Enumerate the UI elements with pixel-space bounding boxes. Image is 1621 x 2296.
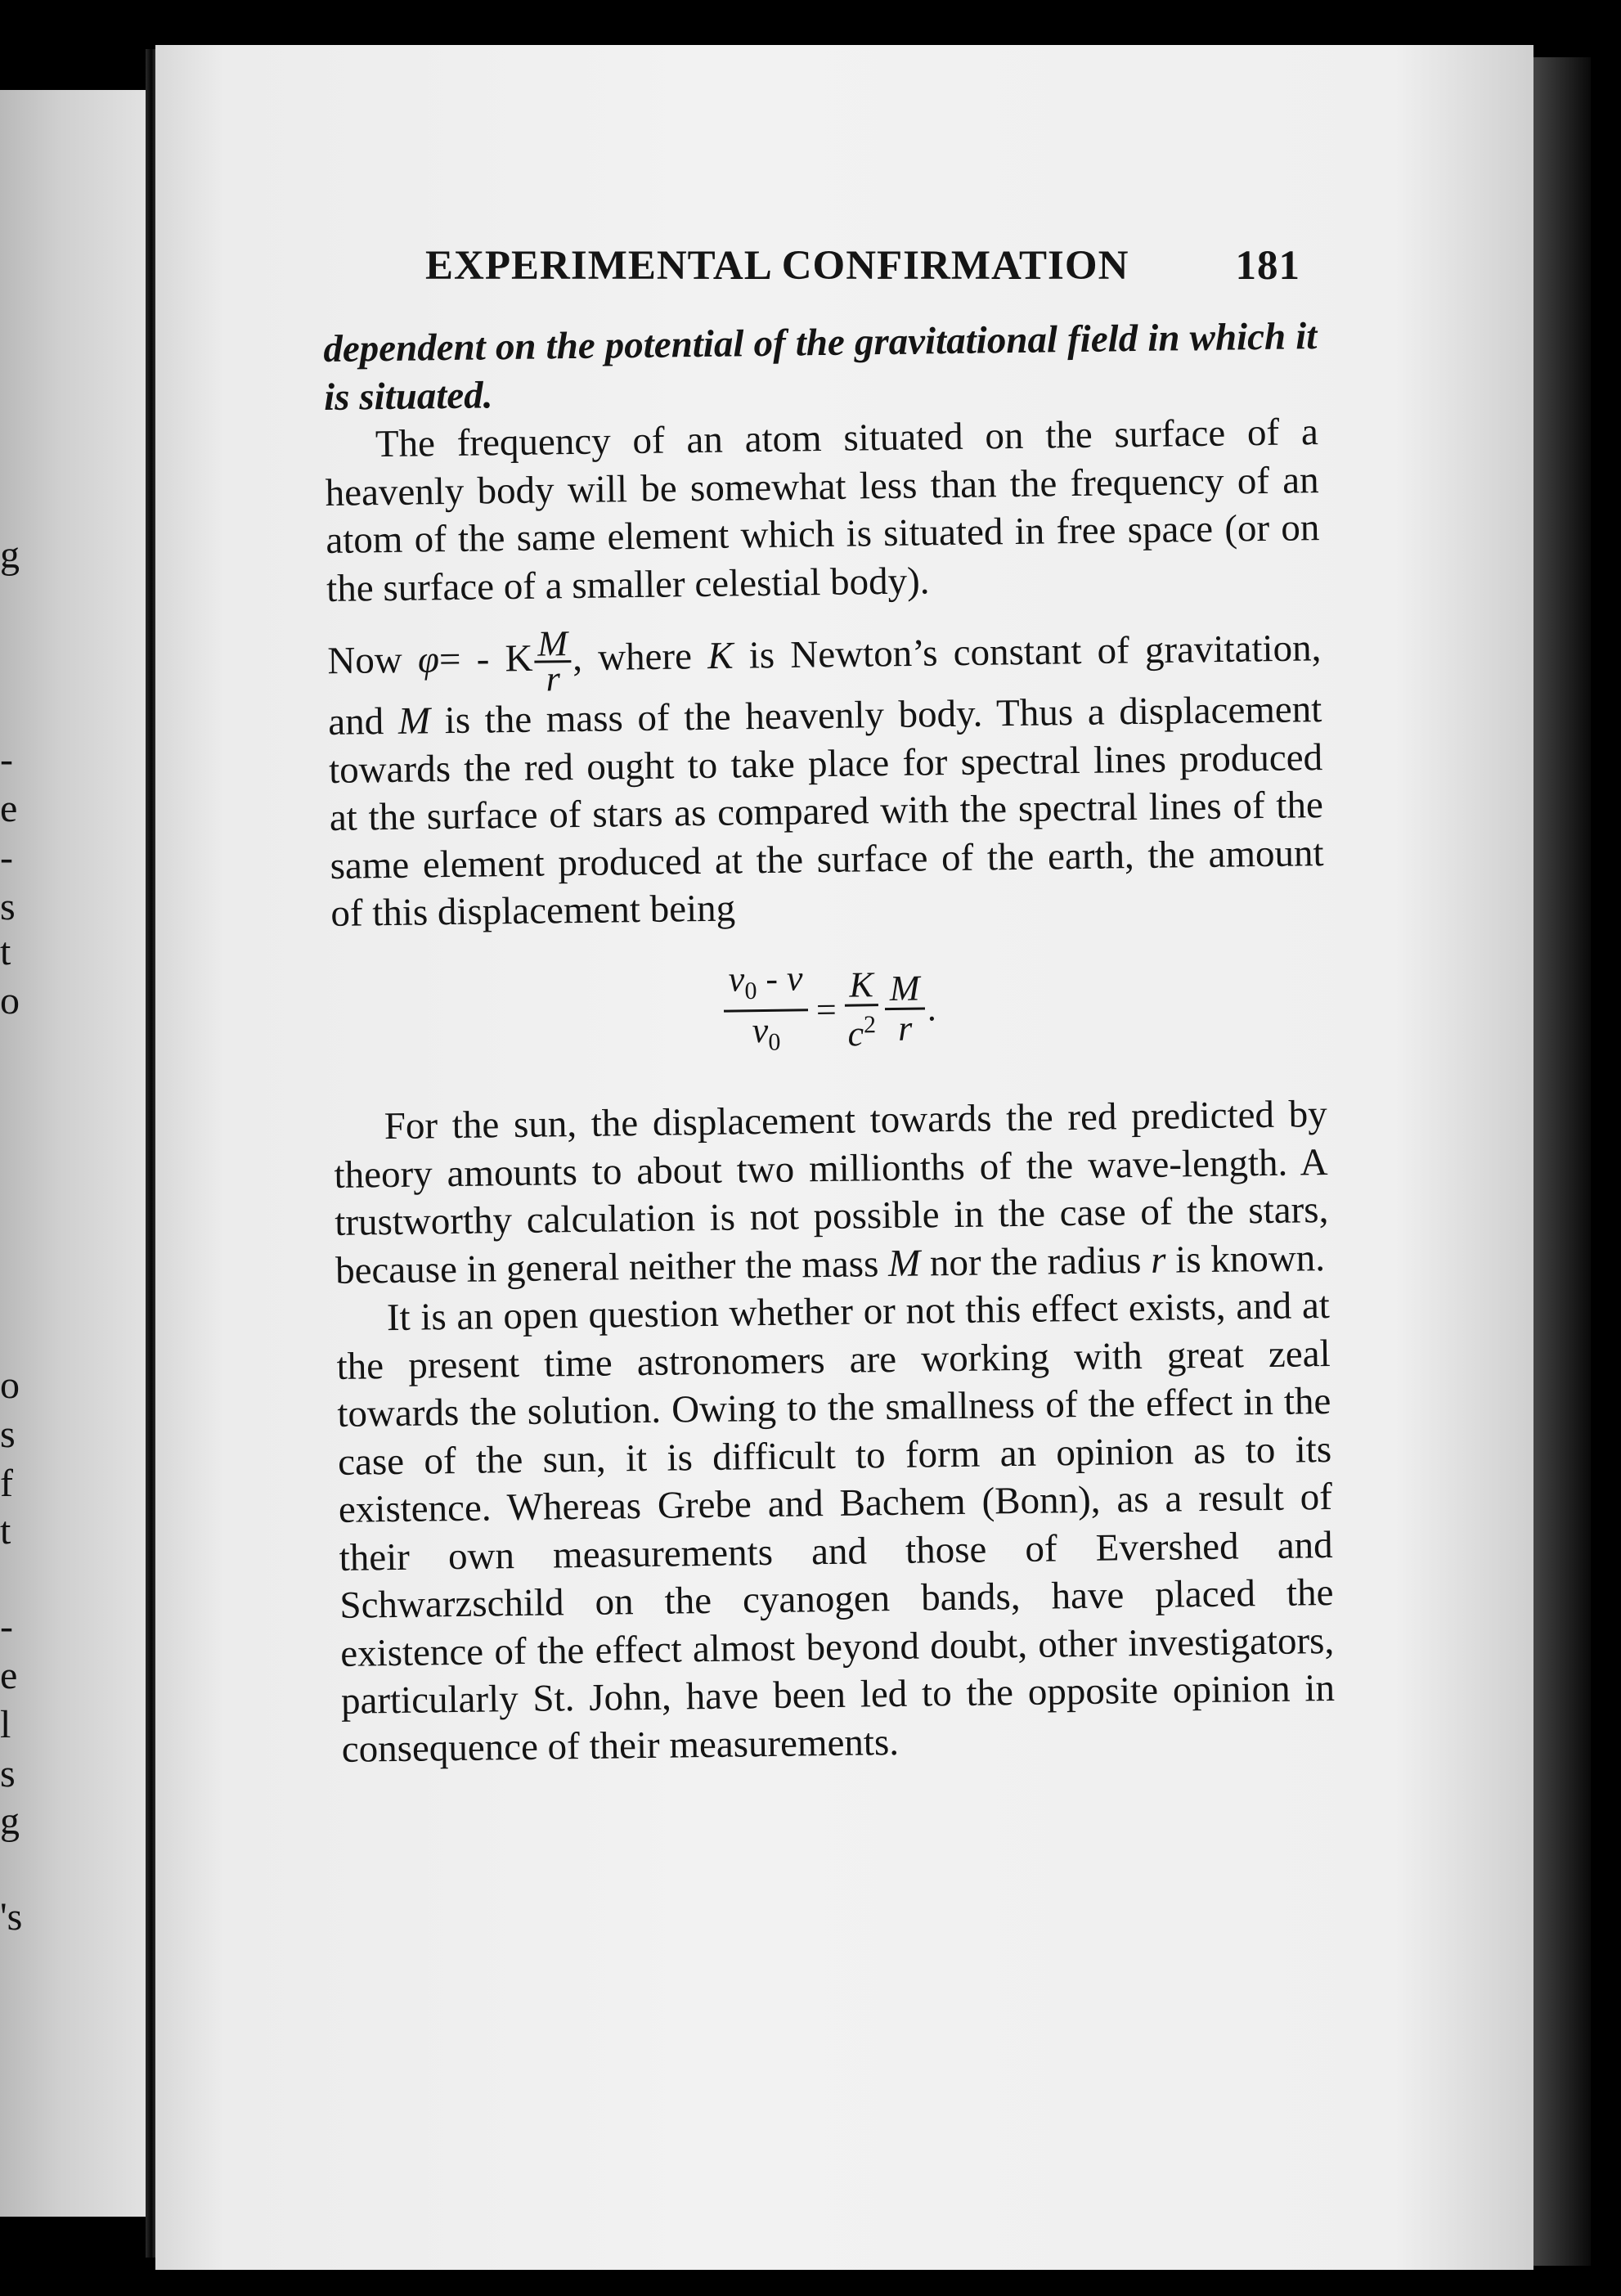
- fraction-denominator: r: [546, 658, 561, 699]
- margin-char: t: [0, 1509, 11, 1552]
- margin-char: o: [0, 1364, 20, 1407]
- superscript: 2: [863, 1011, 877, 1039]
- margin-char: f: [0, 1462, 13, 1505]
- margin-char: g: [0, 533, 20, 577]
- fraction-numerator: K: [844, 966, 878, 1007]
- fraction-numerator: M: [534, 627, 571, 663]
- text-run: = - K: [438, 636, 533, 681]
- subscript: 0: [744, 977, 757, 1004]
- fraction-denominator: r: [897, 1008, 913, 1049]
- margin-char: s: [0, 885, 16, 928]
- fraction-denominator: [752, 1012, 780, 1062]
- text-run: Now: [327, 638, 419, 683]
- page-edge: [1591, 33, 1621, 2296]
- paragraph: It is an open question whether or not this effect exists, and at the present time astronomers are working with great zeal towards the solution. Owing to the smallness of the effect in the case of the sun, it is difficult to form an opinion as to its existence. Whereas Grebe and Bachem (Bonn), as a result of their own measurements and those of Evershed and Schwarzschild on the cyanogen bands, have placed the existence of the effect almost beyond doubt, other investigators, particularly St. John, have been led to the opposite opinion in consequence of their measurements.: [336, 1284, 1336, 1771]
- paragraph: The frequency of an atom situated on the surface of a heavenly body will be somewhat less than the frequency of an atom of the same element which is situated in free space (or on the surface of a smaller celestial body).: [325, 411, 1320, 610]
- text-run: nor the radius: [919, 1238, 1152, 1285]
- margin-char: e: [0, 1654, 18, 1697]
- margin-char: 's: [0, 1895, 23, 1939]
- equation-rhs-fraction: [844, 966, 879, 1053]
- previous-page-edge: [0, 90, 147, 2217]
- paragraph: [333, 1090, 1329, 1295]
- margin-char: s: [0, 1413, 16, 1456]
- inline-fraction: [534, 623, 572, 699]
- margin-char: o: [0, 979, 20, 1022]
- text-run: , where: [572, 635, 708, 680]
- margin-char: s: [0, 1752, 16, 1795]
- margin-char: t: [0, 930, 11, 973]
- margin-char: -: [0, 836, 13, 879]
- fraction-numerator: [723, 959, 808, 1013]
- text-run: For the sun, the displacement towards the red predicted by theory amounts to about two millionths of the wave-length. A trustworthy calculation is not possible in the case of the stars, because in general neither the mass: [334, 1093, 1329, 1292]
- body-text: [323, 312, 1336, 1773]
- equation-lhs-fraction: [723, 959, 808, 1063]
- page-shadow: [1533, 57, 1591, 2266]
- margin-char: -: [0, 1605, 13, 1648]
- symbol: - ν: [756, 957, 803, 999]
- page-number: 181: [1235, 243, 1300, 289]
- subscript: 0: [768, 1028, 781, 1057]
- paragraph-continuation: dependent on the potential of the gravitational field in which it is situated.: [323, 315, 1318, 419]
- text-run: is known.: [1165, 1236, 1326, 1282]
- variable: K: [707, 634, 734, 678]
- symbol: ν: [752, 1010, 769, 1051]
- equals-sign: =: [815, 989, 837, 1030]
- variable: M: [887, 1242, 921, 1285]
- symbol: c: [847, 1013, 864, 1054]
- fraction-numerator: M: [885, 970, 925, 1011]
- fraction-denominator: [847, 1006, 876, 1053]
- symbol: ν: [728, 958, 745, 1000]
- margin-char: -: [0, 738, 13, 781]
- display-equation: [331, 953, 1327, 1067]
- margin-char: l: [0, 1703, 11, 1746]
- chapter-title: EXPERIMENTAL CONFIRMATION: [425, 243, 1129, 289]
- equation-rhs-fraction: [885, 970, 926, 1049]
- margin-char: g: [0, 1800, 20, 1843]
- text-run: is the mass of the heavenly body. Thus a displacement towards the red ought to take place for spectral lines produced at the surface of stars as compared with the spectral lines of the same element produced at the surface of the earth, the amount of this displacement being: [328, 688, 1324, 935]
- equation-period: .: [927, 987, 938, 1028]
- text-run: is Newton’s constant of gravitation, and: [328, 627, 1322, 744]
- margin-char: e: [0, 787, 18, 830]
- variable: r: [1150, 1238, 1166, 1282]
- running-head: [425, 242, 1300, 290]
- paragraph-with-formula: [327, 618, 1325, 937]
- phi-symbol: φ: [417, 638, 440, 681]
- variable: M: [397, 699, 431, 743]
